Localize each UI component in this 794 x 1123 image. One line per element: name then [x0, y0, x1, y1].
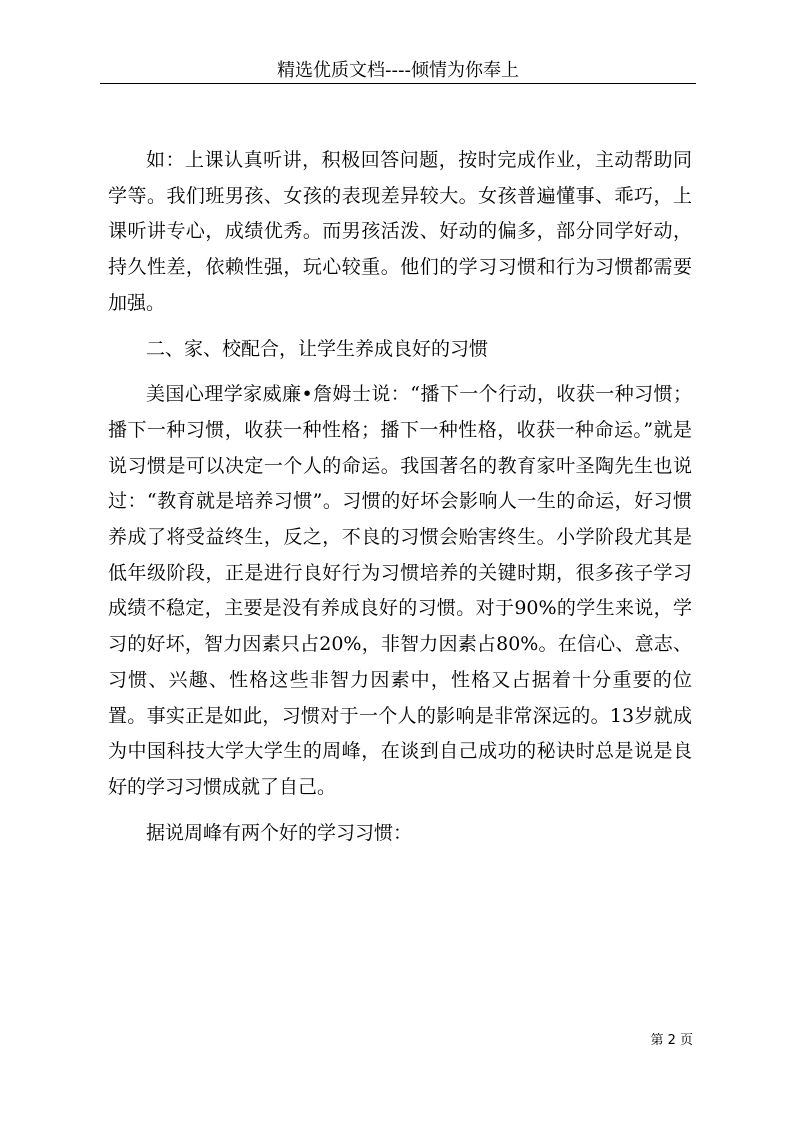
paragraph-james-quote: 美国心理学家威廉•詹姆士说：“播下一个行动，收获一种习惯；播下一种习惯，收获一种性格；播下一种性格，收获一种命运。”就是说习惯是可以决定一个人的命运。我国著名的教育家叶圣陶先生也说过：“教育就是培养习惯”。习惯的好坏会影响人一生的命运，好习惯养成了将受益终生，反之，不良的习惯会贻害终生。小学阶段尤其是低年级阶段，正是进行良好行为习惯培养的关键时期，很多孩子学习成绩不稳定，主要是没有养成良好的习惯。对于90%的学生来说，学习的好坏，智力因素只占20%，非智力因素占80%。在信心、意志、习惯、兴趣、性格这些非智力因素中，性格又占据着十分重要的位置。事实正是如此，习惯对于一个人的影响是非常深远的。13岁就成为中国科技大学大学生的周峰，在谈到自己成功的秘诀时总是说是良好的学习习惯成就了自己。 [108, 383, 692, 798]
document-body [108, 143, 692, 851]
paragraph-class-description: 如：上课认真听讲，积极回答问题，按时完成作业，主动帮助同学等。我们班男孩、女孩的表现差异较大。女孩普遍懂事、乖巧，上课听讲专心，成绩优秀。而男孩活泼、好动的偏多，部分同学好动，持久性差，依赖性强，玩心较重。他们的学习习惯和行为习惯都需要加强。 [108, 149, 692, 314]
page-number: 第 2 页 [650, 1033, 693, 1048]
page-header-title: 精选优质文档----倾情为你奉上 [277, 60, 519, 81]
paragraph-zhou-feng-intro: 据说周峰有两个好的学习习惯： [146, 821, 413, 844]
section-heading-home-school: 二、家、校配合，让学生养成良好的习惯 [146, 337, 489, 360]
header-divider [100, 83, 696, 84]
